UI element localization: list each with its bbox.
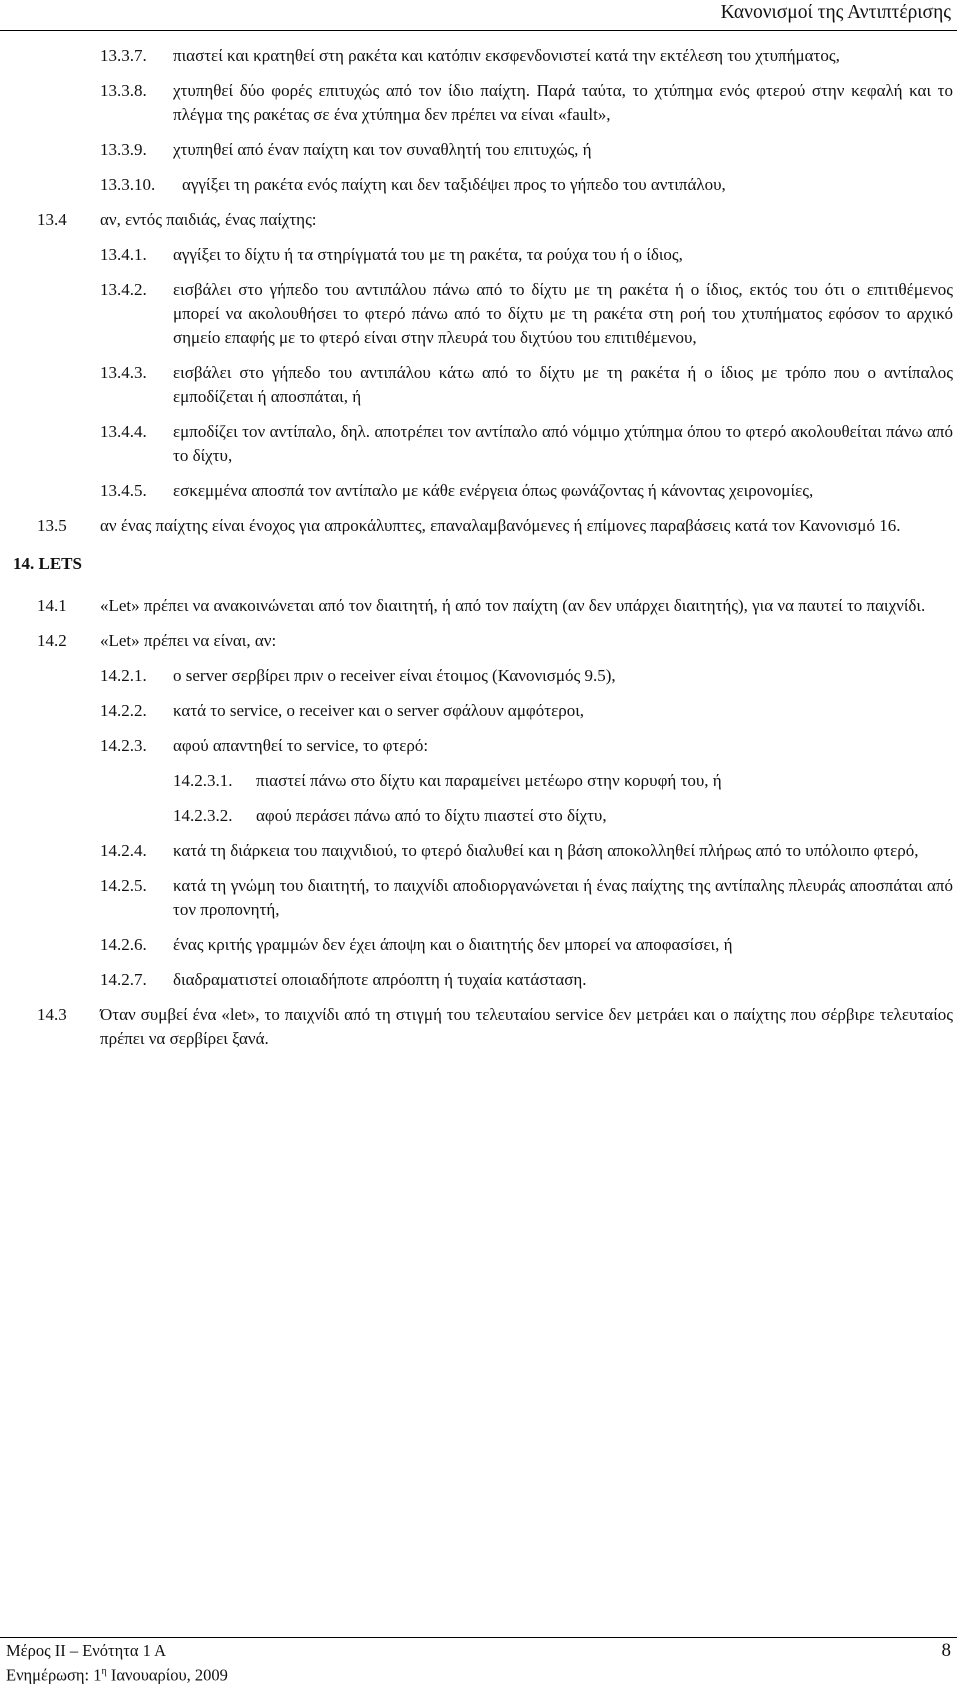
- item-number: 14.2.3.2.: [173, 806, 233, 825]
- item-text: αγγίξει τη ρακέτα ενός παίχτη και δεν ταξιδέψει προς το γήπεδο του αντιπάλου,: [182, 175, 726, 194]
- list-item: [37, 208, 953, 232]
- document-body: [13, 44, 953, 1062]
- footer-updated-sup: η: [101, 1666, 107, 1677]
- list-item: [100, 243, 953, 267]
- item-text: κατά τη διάρκεια του παιχνιδιού, το φτερό διαλυθεί και η βάση αποκολληθεί πλήρως από το υπόλοιπο φτερό,: [173, 841, 919, 860]
- page-footer: [0, 1637, 957, 1685]
- list-item: [173, 804, 953, 828]
- item-number: 14.2.1.: [100, 666, 147, 685]
- list-item: [100, 699, 953, 723]
- item-text: αν, εντός παιδιάς, ένας παίχτης:: [100, 210, 317, 229]
- item-number: 13.4.3.: [100, 363, 147, 382]
- list-item: [100, 664, 953, 688]
- list-item: [100, 839, 953, 863]
- item-number: 14.2.7.: [100, 970, 147, 989]
- header-title: Κανονισμοί της Αντιπτέρισης: [720, 2, 951, 23]
- list-item: [100, 44, 953, 68]
- item-number: 14.3: [37, 1005, 67, 1024]
- item-text: «Let» πρέπει να είναι, αν:: [100, 631, 277, 650]
- item-number: 13.4.4.: [100, 422, 147, 441]
- item-number: 14.2.5.: [100, 876, 147, 895]
- item-text: αγγίξει το δίχτυ ή τα στηρίγματά του με τη ρακέτα, τα ρούχα του ή ο ίδιος,: [173, 245, 683, 264]
- item-text: Όταν συμβεί ένα «let», το παιχνίδι από τη στιγμή του τελευταίου service δεν μετράει και ο παίχτης που σέρβιρε τελευταίος πρέπει να σερβίρει ξανά.: [100, 1005, 953, 1048]
- item-text: χτυπηθεί από έναν παίχτη και τον συναθλητή του επιτυχώς, ή: [173, 140, 592, 159]
- page-header: [0, 0, 957, 31]
- footer-part: Μέρος ΙΙ – Ενότητα 1 Α: [6, 1641, 167, 1660]
- item-number: 13.4.2.: [100, 280, 147, 299]
- item-number: 14.1: [37, 596, 67, 615]
- item-number: 13.3.7.: [100, 46, 147, 65]
- list-item: [100, 479, 953, 503]
- item-number: 13.5: [37, 516, 67, 535]
- item-number: 13.4.5.: [100, 481, 147, 500]
- item-text: πιαστεί πάνω στο δίχτυ και παραμείνει μετέωρο στην κορυφή του, ή: [256, 771, 722, 790]
- item-text: αφού απαντηθεί το service, το φτερό:: [173, 736, 429, 755]
- list-item: [100, 361, 953, 409]
- list-item: [37, 594, 953, 618]
- list-item: [37, 514, 953, 538]
- list-item: [100, 420, 953, 468]
- item-text: εμποδίζει τον αντίπαλο, δηλ. αποτρέπει τον αντίπαλο από νόμιμο χτύπημα όπου το φτερό ακολουθείται πάνω από το δίχτυ,: [173, 422, 953, 465]
- item-text: εισβάλει στο γήπεδο του αντιπάλου κάτω από το δίχτυ με τη ρακέτα ή ο ίδιος με τρόπο που ο αντίπαλος εμποδίζεται ή αποσπάται, ή: [173, 363, 953, 406]
- footer-updated-suffix: Ιανουαρίου, 2009: [106, 1665, 228, 1685]
- item-number: 13.4.1.: [100, 245, 147, 264]
- footer-updated-prefix: Ενημέρωση: 1: [6, 1665, 102, 1685]
- item-number: 14.2: [37, 631, 67, 650]
- list-item: [37, 1003, 953, 1051]
- list-item: [100, 874, 953, 922]
- list-item: [37, 629, 953, 653]
- list-item: [173, 769, 953, 793]
- item-number: 14.2.4.: [100, 841, 147, 860]
- item-number: 13.3.8.: [100, 81, 147, 100]
- page-number: 8: [941, 1640, 951, 1661]
- item-number: 14.2.2.: [100, 701, 147, 720]
- item-text: εσκεμμένα αποσπά τον αντίπαλο με κάθε ενέργεια όπως φωνάζοντας ή κάνοντας χειρονομίες,: [173, 481, 814, 500]
- item-text: εισβάλει στο γήπεδο του αντιπάλου πάνω από το δίχτυ με τη ρακέτα ή ο ίδιος, εκτός του ότι ο επιτιθέμενος μπορεί να ακολουθήσει το φτερό πάνω από το δίχτυ με τη ρακέτα στη ροή του χτυπήματος εφόσον το αρχικό σημείο επαφής με το φτερό είναι στην πλευρά του διχτύου του επιτιθέμενου,: [173, 280, 953, 347]
- item-text: αν ένας παίχτης είναι ένοχος για απροκάλυπτες, επαναλαμβανόμενες ή επίμονες παραβάσεις κατά τον Κανονισμό 16.: [100, 516, 901, 535]
- item-text: πιαστεί και κρατηθεί στη ρακέτα και κατόπιν εκσφενδονιστεί κατά την εκτέλεση του χτυπήματος,: [173, 46, 840, 65]
- list-item: [100, 734, 953, 758]
- item-number: 13.3.9.: [100, 140, 147, 159]
- item-text: ο server σερβίρει πριν ο receiver είναι έτοιμος (Κανονισμός 9.5),: [173, 666, 616, 685]
- item-number: 14.2.6.: [100, 935, 147, 954]
- item-number: 13.3.10.: [100, 175, 156, 194]
- item-text: «Let» πρέπει να ανακοινώνεται από τον διαιτητή, ή από τον παίχτη (αν δεν υπάρχει διαιτητής), για να παυτεί το παιχνίδι.: [100, 596, 926, 615]
- item-number: 13.4: [37, 210, 67, 229]
- list-item: [100, 933, 953, 957]
- item-text: κατά τη γνώμη του διαιτητή, το παιχνίδι αποδιοργανώνεται ή ένας παίχτης της αντίπαλης πλευράς αποσπάται από τον προπονητή,: [173, 876, 953, 919]
- list-item: [100, 79, 953, 127]
- section-heading: 14. LETS: [13, 554, 82, 573]
- item-number: 14.2.3.: [100, 736, 147, 755]
- item-text: χτυπηθεί δύο φορές επιτυχώς από τον ίδιο παίχτη. Παρά ταύτα, το χτύπημα ενός φτερού στην κεφαλή και το πλέγμα της ρακέτας σε ένα χτύπημα δεν πρέπει να είναι «fault»,: [173, 81, 953, 124]
- item-text: αφού περάσει πάνω από το δίχτυ πιαστεί στο δίχτυ,: [256, 806, 607, 825]
- item-text: ένας κριτής γραμμών δεν έχει άποψη και ο διαιτητής δεν μπορεί να αποφασίσει, ή: [173, 935, 733, 954]
- list-item: [100, 173, 953, 197]
- list-item: [100, 968, 953, 992]
- list-item: [100, 278, 953, 350]
- item-text: κατά το service, ο receiver και ο server σφάλουν αμφότεροι,: [173, 701, 585, 720]
- footer-updated: [6, 1661, 228, 1686]
- list-item: [100, 138, 953, 162]
- item-text: διαδραματιστεί οποιαδήποτε απρόοπτη ή τυχαία κατάσταση.: [173, 970, 587, 989]
- item-number: 14.2.3.1.: [173, 771, 233, 790]
